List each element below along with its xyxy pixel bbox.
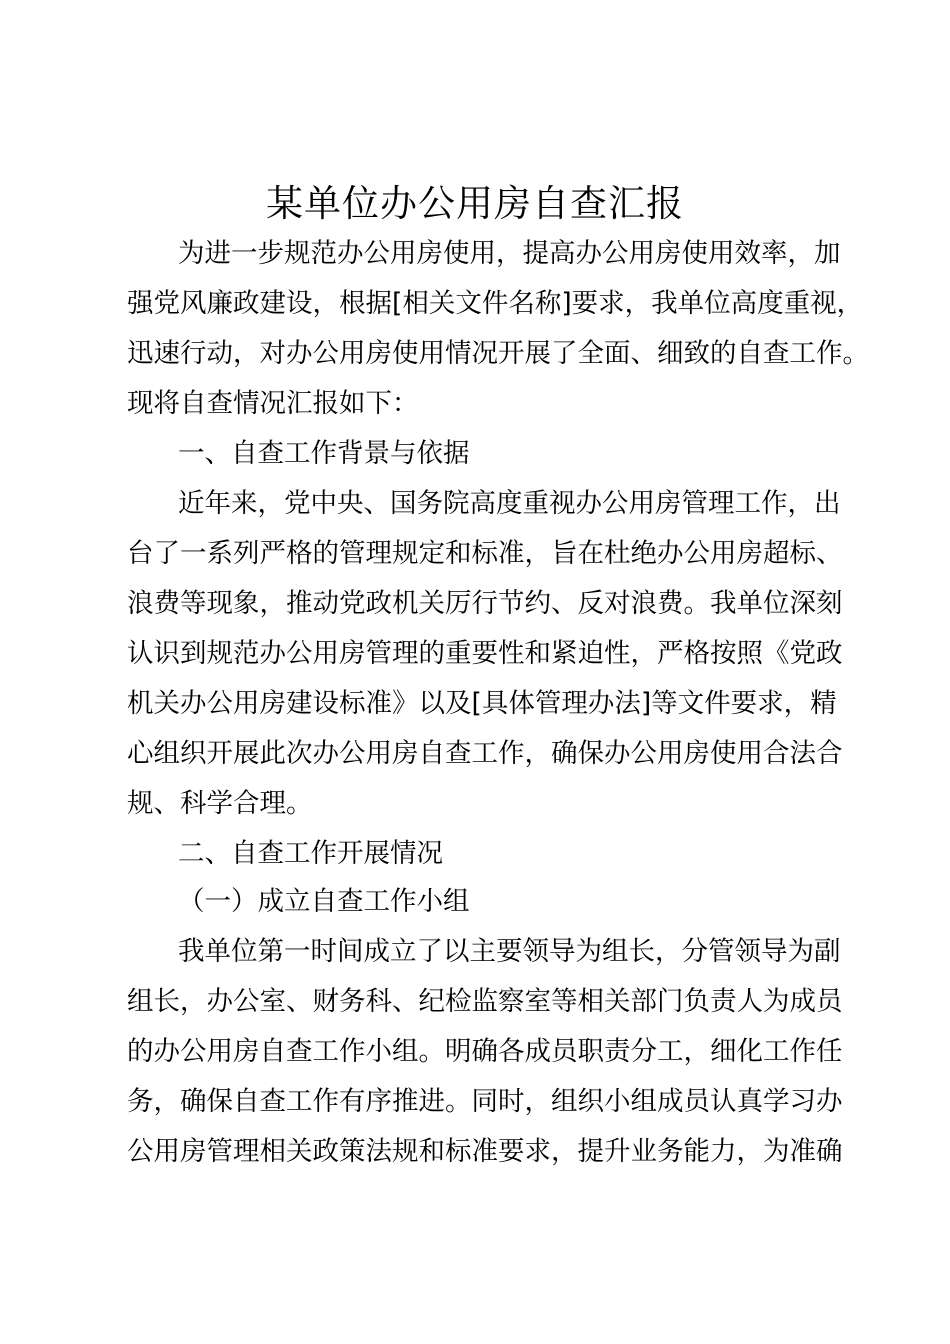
paragraph-line: 我单位第一时间成立了以主要领导为组长，分管领导为副	[178, 936, 841, 967]
section-heading: 二、自查工作开展情况	[178, 838, 443, 869]
section-heading: 一、自查工作背景与依据	[178, 438, 470, 469]
paragraph-line: 规、科学合理。	[127, 788, 313, 819]
subsection-heading: （一）成立自查工作小组	[178, 886, 470, 917]
paragraph-line: 机关办公用房建设标准》以及[具体管理办法]等文件要求，精	[127, 688, 837, 719]
paragraph-line: 近年来，党中央、国务院高度重视办公用房管理工作，出	[178, 488, 841, 519]
paragraph-line: 组长，办公室、财务科、纪检监察室等相关部门负责人为成员	[127, 986, 843, 1017]
paragraph-line: 的办公用房自查工作小组。明确各成员职责分工，细化工作任	[127, 1036, 843, 1067]
paragraph-line: 为进一步规范办公用房使用，提高办公用房使用效率，加	[178, 238, 841, 269]
paragraph-line: 台了一系列严格的管理规定和标准，旨在杜绝办公用房超标、	[127, 538, 843, 569]
paragraph-line: 强党风廉政建设，根据[相关文件名称]要求，我单位高度重视，	[127, 288, 864, 319]
paragraph-line: 公用房管理相关政策法规和标准要求，提升业务能力，为准确	[127, 1136, 843, 1167]
document-title: 某单位办公用房自查汇报	[266, 182, 684, 225]
paragraph-line: 务，确保自查工作有序推进。同时，组织小组成员认真学习办	[127, 1086, 843, 1117]
paragraph-line: 认识到规范办公用房管理的重要性和紧迫性，严格按照《党政	[127, 638, 843, 669]
paragraph-line: 迅速行动，对办公用房使用情况开展了全面、细致的自查工作。	[127, 338, 869, 369]
paragraph-line: 心组织开展此次办公用房自查工作，确保办公用房使用合法合	[127, 738, 843, 769]
paragraph-line: 浪费等现象，推动党政机关厉行节约、反对浪费。我单位深刻	[127, 588, 843, 619]
paragraph-line: 现将自查情况汇报如下：	[127, 388, 419, 419]
